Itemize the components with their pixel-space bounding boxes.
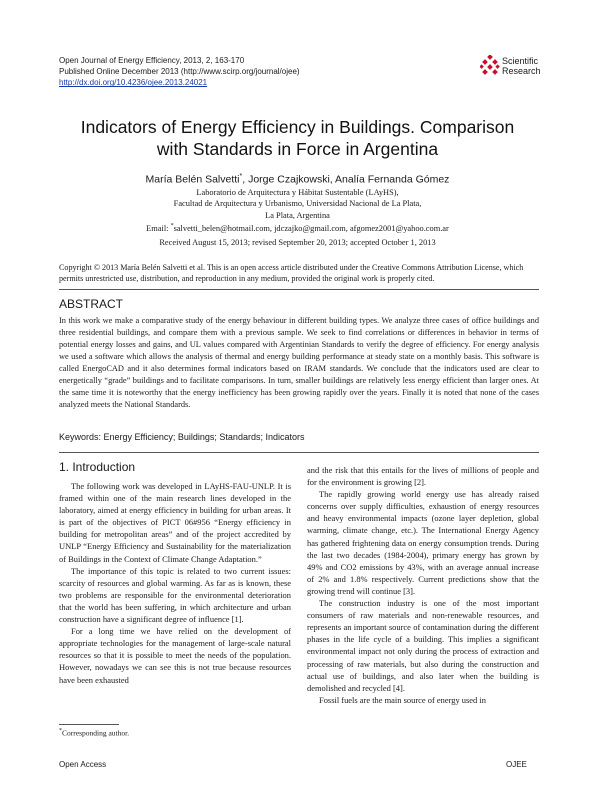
left-paragraph-2: The importance of this topic is related to two current issues: scarcity of resources and global warming. As far as is known, these two problems are responsible for the environmental deterioration that the world has been suffering, in which architecture and urban construction have a significant degree of influence [1]. <box>59 565 291 625</box>
abstract-text: In this work we make a comparative study of the energy behaviour in different building types. We analyze three cases of office buildings and three residential buildings, and compare them with a previous sample. We seek to find correlations or differences in behavior in terms of potential energy losses and gains, and UL values compared with Argentinian Standards to verify the degree of efficiency. For energy analysis we used a software which allows the analysis of thermal and energy building performance at steady state on a monthly basis. This software is called EnergoCAD and it also determines formal indicators based on IRAM standards. We conclude that the indicators used are clear to energetically “grade” buildings and to facilitate comparisons. In turn, smaller buildings are relatively less energy efficient than larger ones. At the same time it is noteworthy that the energy inefficiency has been growing rapidly over the years. Finally it is noted that none of the cases analyzed meets the National Standards. <box>59 316 539 409</box>
scientific-research-logo-icon <box>480 55 500 77</box>
affiliation-line-1: Laboratorio de Arquitectura y Hábitat Sustentable (LAyHS), <box>196 188 399 197</box>
right-column <box>307 464 539 706</box>
left-paragraph-1: The following work was developed in LAyHS-FAU-UNLP. It is framed within one of the main research lines developed in the laboratory, aimed at energy efficiency in building for urban areas. It is part of the objectives of PICT 06#956 “Energy efficiency in building for metropolitan areas” and of the project accredited by UNLP “Energy Efficiency and Sustainability for the materialization of Buildings in the Context of Climate Change Adaptation.” <box>59 481 291 564</box>
keywords <box>59 432 539 442</box>
title-line-2: with Standards in Force in Argentina <box>156 139 439 159</box>
left-column <box>59 480 291 686</box>
footnote-text: Corresponding author. <box>62 728 130 738</box>
email-mark: * <box>170 223 174 230</box>
logo-text-scientific: Scientific <box>502 56 539 66</box>
email-addresses: salvetti_belen@hotmail.com, jdczajko@gmail.com, afgomez2001@yahoo.com.ar <box>173 224 449 234</box>
abstract-heading: ABSTRACT <box>59 297 124 311</box>
right-paragraph-1: and the risk that this entails for the lives of millions of people and for the environment is growing [2]. <box>307 465 539 488</box>
published-line: Published Online December 2013 (http://www.scirp.org/journal/ojee) <box>59 67 300 77</box>
affiliation <box>40 187 555 234</box>
doi-link[interactable]: http://dx.doi.org/10.4236/ojee.2013.24021 <box>59 78 208 88</box>
keywords-label: Keywords: <box>59 432 102 442</box>
left-paragraph-3: For a long time we have relied on the development of appropriate technologies for the management of large-scale natural resources so that it is possible to meet the needs of the population. However, nowadays we can see this is not true because resources have been exhausted <box>59 626 291 685</box>
received-dates: Received August 15, 2013; revised September 20, 2013; accepted October 1, 2013 <box>159 238 436 247</box>
footnote <box>59 728 129 738</box>
authors <box>40 173 555 186</box>
author-1: María Belén Salvetti <box>145 173 240 186</box>
divider-top <box>59 289 539 290</box>
affiliation-line-3: La Plata, Argentina <box>265 210 330 220</box>
scientific-research-logo <box>480 55 550 81</box>
email-line <box>40 221 555 234</box>
copyright-notice: Copyright © 2013 María Belén Salvetti et al. This is an open access article distributed under the Creative Commons Attribution License, which permits unrestricted use, distribution, and reproduction in any medium, provided the original work is properly cited. <box>59 263 524 283</box>
footnote-mark: * <box>59 728 62 734</box>
footer-open-access: Open Access <box>59 760 107 769</box>
divider-bottom <box>59 452 539 453</box>
right-paragraph-4: Fossil fuels are the main source of energy used in <box>319 694 486 705</box>
logo-text-research: Research <box>502 66 541 76</box>
paper-title <box>40 116 555 160</box>
footnote-divider <box>59 724 119 725</box>
right-paragraph-2: The rapidly growing world energy use has already raised concerns over supply difficulties, exhaustion of energy resources and heavy environmental impacts (ozone layer depletion, global warming, climate change, etc.). The International Energy Agency has gathered frightening data on energy consumption trends. During the last two decades (1984-2004), primary energy has grown by 49% and CO2 emissions by 43%, with an average annual increase of 2% and 1.8% respectively. Current predictions show that the growing trend will continue [3]. <box>307 489 539 596</box>
corresponding-mark: * <box>239 173 243 180</box>
title-line-1: Indicators of Energy Efficiency in Buildings. Comparison <box>80 117 515 137</box>
journal-header <box>59 55 300 89</box>
section-heading-introduction: 1. Introduction <box>59 460 136 474</box>
affiliation-line-2: Facultad de Arquitectura y Urbanismo, Universidad Nacional de La Plata, <box>173 199 422 209</box>
email-label: Email: <box>146 224 171 234</box>
authors-rest: , Jorge Czajkowski, Analía Fernanda Gómez <box>242 173 450 186</box>
keywords-text: Energy Efficiency; Buildings; Standards; Indicators <box>101 432 305 442</box>
footer-journal-abbrev: OJEE <box>506 760 527 769</box>
journal-line: Open Journal of Energy Efficiency, 2013, 2, 163-170 <box>59 56 245 65</box>
right-paragraph-3: The construction industry is one of the most important consumers of raw materials and non-renewable resources, and represents an important source of contamination during the different phases in the life cycle of a building. This implies a significant environmental impact not only during the process of extraction and processing of raw materials, but also during the construction and actual use of buildings, and also later when the building is demolished and recycled [4]. <box>307 598 539 693</box>
